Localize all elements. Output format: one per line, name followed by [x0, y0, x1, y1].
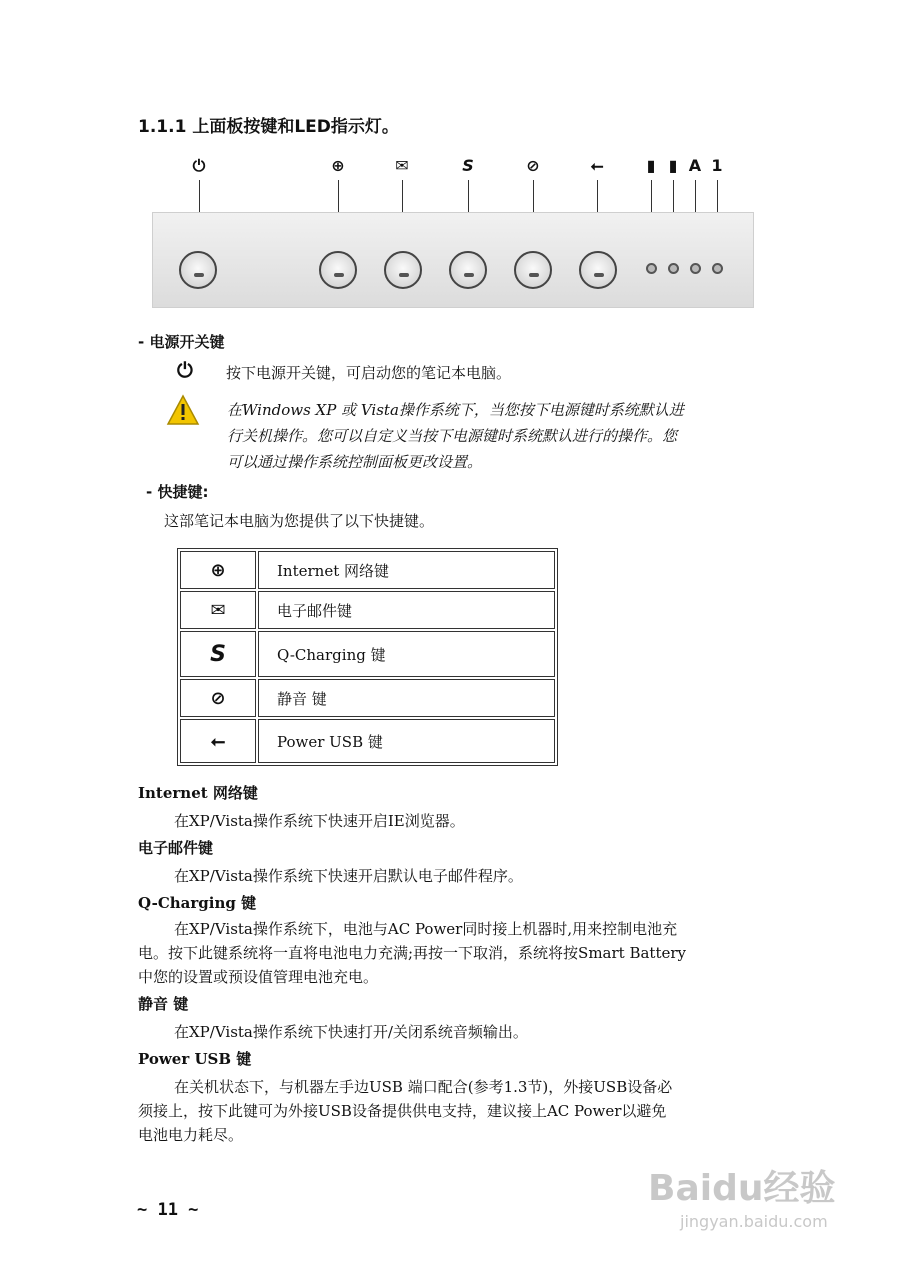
desc-title: 静音 键	[138, 995, 189, 1013]
mute-button	[514, 251, 552, 289]
table-row	[180, 551, 555, 589]
table-row	[180, 679, 555, 717]
hotkey-table	[177, 548, 558, 766]
warning-icon	[166, 394, 200, 430]
power-note	[227, 397, 772, 475]
power-icon: ⏻	[192, 156, 206, 175]
desc-line: 须接上，按下此键可为外接USB设备提供供电支持，建议接上AC Power以避免	[138, 1102, 667, 1120]
table-cell: Power USB 键	[258, 719, 555, 763]
mail-icon: ✉	[180, 591, 256, 629]
desc-line: 电。按下此键系统将一直将电池电力充满;再按一下取消，系统将按Smart Battery	[138, 944, 687, 962]
lock-led	[668, 263, 679, 274]
note-line: 可以通过操作系统控制面板更改设置。	[227, 453, 483, 471]
qcharging-icon: S	[462, 156, 474, 175]
desc-title: Power USB 键	[138, 1050, 252, 1068]
desc-line: 在XP/Vista操作系统下，电池与AC Power同时接上机器时,用来控制电池充	[174, 920, 678, 938]
watermark-url: jingyan.baidu.com	[680, 1212, 828, 1231]
power-icon: ⏻	[177, 358, 193, 382]
internet-button	[319, 251, 357, 289]
table-cell: Internet 网络键	[258, 551, 555, 589]
table-row	[180, 591, 555, 629]
mute-icon: ⊘	[526, 156, 540, 175]
desc-title: Q-Charging 键	[138, 894, 257, 912]
hotkey-section-title: - 快捷键:	[146, 483, 209, 501]
section-heading: 1.1.1 上面板按键和LED指示灯。	[138, 117, 399, 137]
table-cell: Q-Charging 键	[258, 631, 555, 677]
qcharging-button	[449, 251, 487, 289]
note-line: 行关机操作。您可以自定义当按下电源键时系统默认进行的操作。您	[227, 427, 678, 445]
internet-icon: ⊕	[180, 551, 256, 589]
qcharging-icon: S	[180, 631, 256, 677]
desc-line: 在XP/Vista操作系统下快速打开/关闭系统音频输出。	[174, 1023, 528, 1041]
caps-lock-led	[690, 263, 701, 274]
desc-line: 在关机状态下，与机器左手边USB 端口配合(参考1.3节)，外接USB设备必	[174, 1078, 673, 1096]
caps-lock-led-icon: A	[688, 156, 702, 175]
power-description: 按下电源开关键，可启动您的笔记本电脑。	[226, 364, 512, 382]
usb-icon: ⭠	[590, 156, 604, 175]
mail-button	[384, 251, 422, 289]
desc-title: Internet 网络键	[138, 784, 258, 802]
table-cell: 电子邮件键	[258, 591, 555, 629]
desc-line: 电池电力耗尽。	[138, 1126, 244, 1144]
desc-line: 在XP/Vista操作系统下快速开启IE浏览器。	[174, 812, 465, 830]
table-row	[180, 719, 555, 763]
mail-icon: ✉	[395, 156, 409, 175]
desc-line: 在XP/Vista操作系统下快速开启默认电子邮件程序。	[174, 867, 523, 885]
desc-line: 中您的设置或预设值管理电池充电。	[138, 968, 379, 986]
mute-icon: ⊘	[180, 679, 256, 717]
watermark-logo: Baidu经验	[648, 1168, 836, 1209]
desc-title: 电子邮件键	[138, 839, 214, 857]
usb-icon: ⭠	[180, 719, 256, 763]
top-panel-illustration	[152, 212, 754, 308]
page-number: ~ 11 ~	[137, 1200, 199, 1220]
hotkey-descriptions	[138, 782, 778, 1147]
usb-button	[579, 251, 617, 289]
power-section-title: - 电源开关键	[138, 333, 225, 351]
hdd-led	[646, 263, 657, 274]
power-button	[179, 251, 217, 289]
table-row	[180, 631, 555, 677]
hotkey-intro: 这部笔记本电脑为您提供了以下快捷键。	[164, 512, 435, 530]
internet-icon: ⊕	[331, 156, 345, 175]
note-line: 在Windows XP 或 Vista操作系统下，当您按下电源键时系统默认进	[227, 401, 684, 419]
hdd-led-icon: ▮	[646, 156, 656, 175]
num-lock-led-icon: 1	[711, 156, 723, 175]
num-lock-led	[712, 263, 723, 274]
lock-led-icon: ▮	[668, 156, 678, 175]
table-cell: 静音 键	[258, 679, 555, 717]
